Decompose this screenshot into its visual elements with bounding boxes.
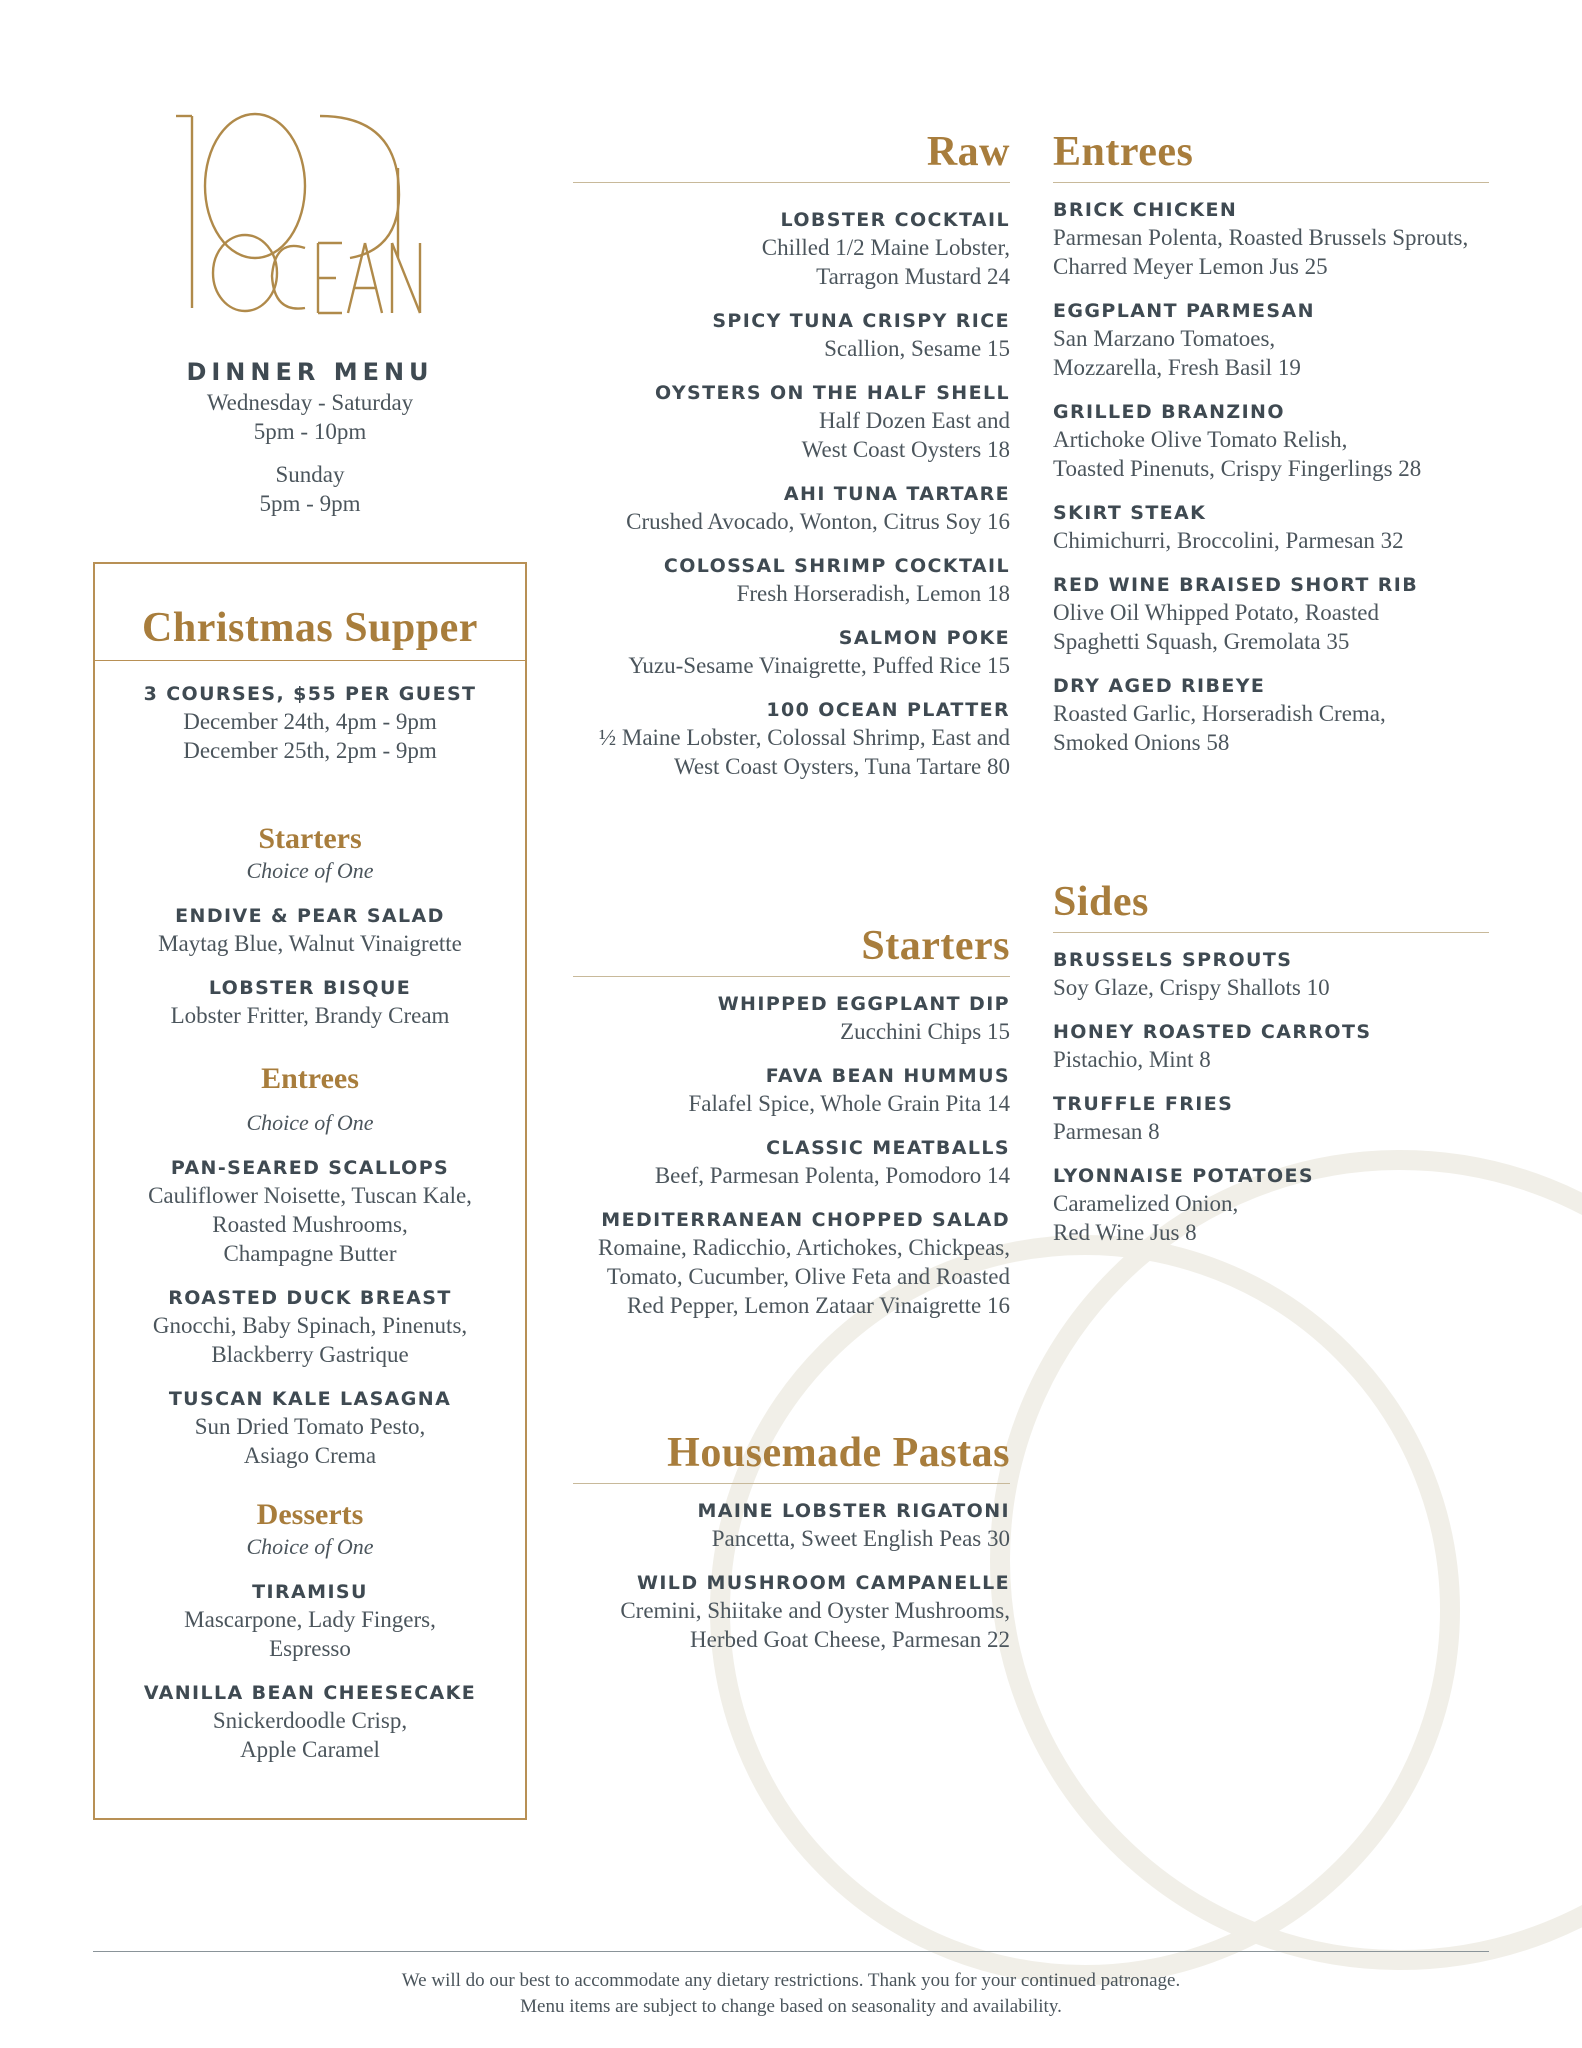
menu-item: [1053, 572, 1489, 656]
menu-item: [1053, 197, 1489, 281]
menu-item: [573, 1207, 1010, 1320]
menu-item-name: ROASTED DUCK BREAST: [168, 1287, 452, 1309]
menu-item-name: WHIPPED EGGPLANT DIP: [717, 993, 1010, 1015]
menu-item-description: Cremini, Shiitake and Oyster Mushrooms,: [620, 1598, 1010, 1623]
menu-item-description: Beef, Parmesan Polenta, Pomodoro 14: [654, 1163, 1010, 1188]
menu-item-description: Falafel Spice, Whole Grain Pita 14: [688, 1091, 1010, 1116]
menu-item: [573, 1063, 1010, 1118]
christmas-entrees-heading: Entrees: [261, 1062, 359, 1095]
menu-item-description: Lobster Fritter, Brandy Cream: [170, 1003, 450, 1028]
menu-item-name: WILD MUSHROOM CAMPANELLE: [636, 1572, 1010, 1594]
menu-item-description: Zucchini Chips 15: [840, 1019, 1010, 1044]
footer-line-1: We will do our best to accommodate any dietary restrictions. Thank you for your continued patronage.: [401, 1970, 1181, 1991]
starters-section: [573, 922, 1010, 1337]
menu-item-description: Herbed Goat Cheese, Parmesan 22: [690, 1627, 1010, 1652]
menu-item-description: Roasted Garlic, Horseradish Crema,: [1053, 701, 1386, 726]
menu-item-description: Blackberry Gastrique: [211, 1342, 409, 1367]
menu-item: [573, 1570, 1010, 1654]
menu-item-description: Mozzarella, Fresh Basil 19: [1053, 355, 1301, 380]
menu-item-description: Asiago Crema: [243, 1443, 377, 1468]
menu-item-name: COLOSSAL SHRIMP COCKTAIL: [663, 555, 1010, 577]
menu-item-description: ½ Maine Lobster, Colossal Shrimp, East and: [598, 725, 1010, 750]
entrees-list: [1053, 197, 1489, 757]
christmas-supper-box: [93, 562, 527, 1820]
menu-item-description: Apple Caramel: [240, 1737, 380, 1762]
menu-item: [1053, 1019, 1489, 1074]
raw-list: [573, 207, 1010, 781]
menu-item-description: Pancetta, Sweet English Peas 30: [711, 1526, 1010, 1551]
menu-item-description: Sun Dried Tomato Pesto,: [194, 1414, 426, 1439]
menu-item-description: Olive Oil Whipped Potato, Roasted: [1053, 600, 1380, 625]
raw-heading: Raw: [573, 128, 1010, 183]
pastas-list: [573, 1498, 1010, 1654]
entrees-section: [1053, 128, 1489, 774]
menu-item-description: Cauliflower Noisette, Tuscan Kale,: [148, 1183, 472, 1208]
christmas-entrees-choice: Choice of One: [246, 1110, 374, 1135]
menu-item: [95, 975, 525, 1030]
starters-list: [573, 991, 1010, 1320]
menu-item-description: Scallion, Sesame 15: [824, 336, 1010, 361]
christmas-entrees-list: [95, 1155, 525, 1470]
menu-item-description: Red Pepper, Lemon Zataar Vinaigrette 16: [626, 1293, 1010, 1318]
menu-item-name: LOBSTER BISQUE: [208, 977, 412, 999]
menu-item: [1053, 947, 1489, 1002]
menu-item-description: Roasted Mushrooms,: [212, 1212, 408, 1237]
menu-item-description: Yuzu-Sesame Vinaigrette, Puffed Rice 15: [628, 653, 1010, 678]
menu-item-description: Chimichurri, Broccolini, Parmesan 32: [1053, 528, 1404, 553]
menu-item-description: Espresso: [269, 1636, 351, 1661]
christmas-desserts-heading: Desserts: [256, 1498, 364, 1531]
menu-item-name: HONEY ROASTED CARROTS: [1053, 1021, 1372, 1043]
menu-item: [1053, 298, 1489, 382]
menu-item-description: Toasted Pinenuts, Crispy Fingerlings 28: [1053, 456, 1422, 481]
menu-item-description: Tomato, Cucumber, Olive Feta and Roasted: [606, 1264, 1010, 1289]
sides-section: [1053, 878, 1489, 1264]
menu-item-name: MAINE LOBSTER RIGATONI: [697, 1500, 1010, 1522]
menu-item: [1053, 399, 1489, 483]
menu-item-description: West Coast Oysters, Tuna Tartare 80: [674, 754, 1010, 779]
menu-item-name: PAN-SEARED SCALLOPS: [170, 1157, 450, 1179]
sunday-days: Sunday: [275, 462, 345, 487]
starters-heading: Starters: [573, 922, 1010, 977]
menu-item-name: ENDIVE & PEAR SALAD: [175, 905, 445, 927]
menu-item-name: DRY AGED RIBEYE: [1053, 675, 1266, 697]
menu-item: [95, 1579, 525, 1663]
menu-item: [573, 697, 1010, 781]
weekday-days: Wednesday - Saturday: [206, 390, 414, 415]
menu-item-name: VANILLA BEAN CHEESECAKE: [143, 1682, 477, 1704]
menu-item-description: Artichoke Olive Tomato Relish,: [1053, 427, 1348, 452]
christmas-date-1: December 24th, 4pm - 9pm: [183, 709, 437, 734]
menu-item-description: Crushed Avocado, Wonton, Citrus Soy 16: [626, 509, 1010, 534]
menu-item-description: Maytag Blue, Walnut Vinaigrette: [158, 931, 462, 956]
menu-item-description: Red Wine Jus 8: [1053, 1220, 1197, 1245]
menu-item: [573, 380, 1010, 464]
menu-item-name: MEDITERRANEAN CHOPPED SALAD: [601, 1209, 1010, 1231]
menu-item-name: RED WINE BRAISED SHORT RIB: [1053, 574, 1419, 596]
menu-item: [1053, 500, 1489, 555]
menu-item: [573, 553, 1010, 608]
menu-item-name: LOBSTER COCKTAIL: [780, 209, 1010, 231]
menu-item-name: BRUSSELS SPROUTS: [1053, 949, 1293, 971]
menu-item-description: Romaine, Radicchio, Artichokes, Chickpeas,: [598, 1235, 1010, 1260]
menu-item-name: CLASSIC MEATBALLS: [766, 1137, 1010, 1159]
hours-block: [70, 358, 550, 518]
menu-item-name: 100 OCEAN PLATTER: [766, 699, 1010, 721]
menu-item-name: FAVA BEAN HUMMUS: [765, 1065, 1010, 1087]
menu-item: [95, 1285, 525, 1369]
christmas-date-2: December 25th, 2pm - 9pm: [183, 738, 437, 763]
menu-item: [1053, 1091, 1489, 1146]
christmas-title: Christmas Supper: [95, 604, 525, 661]
menu-item: [573, 308, 1010, 363]
menu-item-description: Mascarpone, Lady Fingers,: [184, 1607, 436, 1632]
christmas-desserts-choice: Choice of One: [246, 1534, 374, 1559]
menu-item-name: TIRAMISU: [252, 1581, 368, 1603]
christmas-desserts-list: [95, 1579, 525, 1764]
menu-item-description: Spaghetti Squash, Gremolata 35: [1053, 629, 1350, 654]
menu-item-description: Half Dozen East and: [819, 408, 1010, 433]
menu-title: DINNER MENU: [186, 358, 434, 386]
menu-item: [1053, 673, 1489, 757]
menu-item-description: West Coast Oysters 18: [801, 437, 1010, 462]
sunday-time: 5pm - 9pm: [259, 491, 361, 516]
menu-item-description: Pistachio, Mint 8: [1053, 1047, 1211, 1072]
christmas-starters-heading: Starters: [258, 822, 362, 855]
menu-item-name: LYONNAISE POTATOES: [1053, 1165, 1315, 1187]
pastas-heading: Housemade Pastas: [573, 1429, 1010, 1484]
menu-item: [573, 1135, 1010, 1190]
menu-item-name: OYSTERS ON THE HALF SHELL: [655, 382, 1010, 404]
menu-item: [95, 1680, 525, 1764]
menu-item-name: TRUFFLE FRIES: [1053, 1093, 1234, 1115]
christmas-starters-list: [95, 903, 525, 1030]
footer: [0, 1968, 1582, 2020]
menu-item-description: Soy Glaze, Crispy Shallots 10: [1053, 975, 1330, 1000]
menu-item-description: Parmesan 8: [1053, 1119, 1160, 1144]
menu-item-name: GRILLED BRANZINO: [1053, 401, 1285, 423]
raw-section: [573, 128, 1010, 798]
menu-item: [1053, 1163, 1489, 1247]
menu-item-name: TUSCAN KALE LASAGNA: [168, 1388, 452, 1410]
menu-item-name: SKIRT STEAK: [1053, 502, 1207, 524]
menu-item: [573, 991, 1010, 1046]
pastas-section: [573, 1429, 1010, 1671]
menu-item-description: Charred Meyer Lemon Jus 25: [1053, 254, 1328, 279]
menu-item-name: SPICY TUNA CRISPY RICE: [712, 310, 1010, 332]
menu-item-description: Tarragon Mustard 24: [816, 264, 1010, 289]
menu-item: [95, 903, 525, 958]
menu-item-name: SALMON POKE: [838, 627, 1010, 649]
christmas-starters-choice: Choice of One: [246, 858, 374, 883]
menu-item: [573, 207, 1010, 291]
sides-heading: Sides: [1053, 878, 1489, 933]
menu-item-description: Chilled 1/2 Maine Lobster,: [761, 235, 1010, 260]
menu-item: [95, 1386, 525, 1470]
menu-item: [573, 625, 1010, 680]
christmas-price: 3 COURSES, $55 PER GUEST: [143, 683, 477, 705]
menu-item-name: EGGPLANT PARMESAN: [1053, 300, 1315, 322]
logo-100-ocean: [170, 108, 450, 328]
footer-line-2: Menu items are subject to change based on seasonality and availability.: [520, 1996, 1062, 2017]
menu-item-description: Smoked Onions 58: [1053, 730, 1230, 755]
menu-item-description: San Marzano Tomatoes,: [1053, 326, 1276, 351]
menu-item: [573, 481, 1010, 536]
menu-item-description: Caramelized Onion,: [1053, 1191, 1239, 1216]
menu-item-description: Champagne Butter: [223, 1241, 397, 1266]
entrees-heading: Entrees: [1053, 128, 1489, 183]
footer-divider: [93, 1951, 1489, 1952]
menu-item-description: Snickerdoodle Crisp,: [212, 1708, 408, 1733]
sides-list: [1053, 947, 1489, 1247]
weekday-time: 5pm - 10pm: [253, 419, 367, 444]
menu-item-description: Gnocchi, Baby Spinach, Pinenuts,: [152, 1313, 468, 1338]
menu-item: [573, 1498, 1010, 1553]
menu-item-name: BRICK CHICKEN: [1053, 199, 1238, 221]
menu-item-description: Parmesan Polenta, Roasted Brussels Sprouts,: [1053, 225, 1469, 250]
menu-item-name: AHI TUNA TARTARE: [783, 483, 1010, 505]
menu-item: [95, 1155, 525, 1268]
menu-item-description: Fresh Horseradish, Lemon 18: [736, 581, 1010, 606]
